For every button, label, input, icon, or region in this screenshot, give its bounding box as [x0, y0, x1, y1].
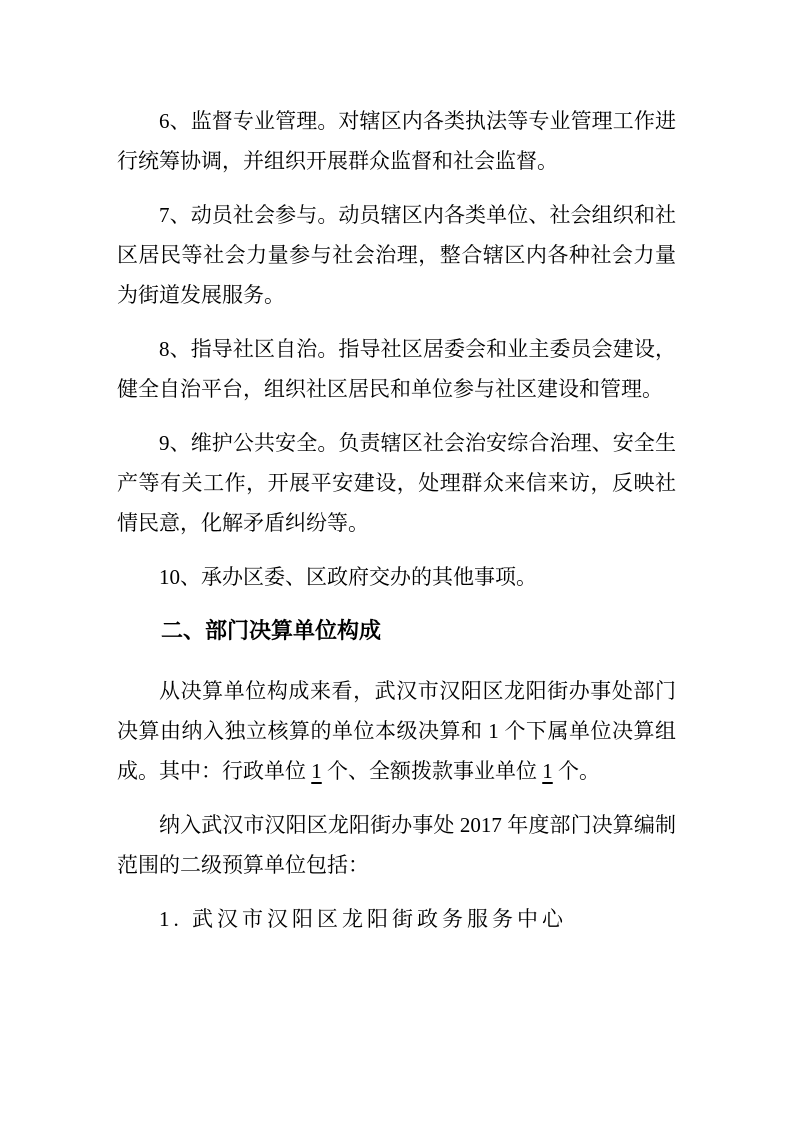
underlined-number: 1	[311, 759, 322, 783]
paragraph	[117, 671, 676, 791]
paragraph: 8、指导社区自治。指导社区居委会和业主委员会建设，健全自治平台，组织社区居民和单位参与社区建设和管理。	[117, 337, 676, 401]
section-heading: 二、部门决算单位构成	[161, 618, 382, 643]
paragraph: 纳入武汉市汉阳区龙阳街办事处 2017 年度部门决算编制范围的二级预算单位包括：	[117, 813, 676, 877]
paragraph: 9、维护公共安全。负责辖区社会治安综合治理、安全生产等有关工作，开展平安建设，处理群众来信来访，反映社情民意，化解矛盾纠纷等。	[117, 431, 676, 535]
paragraph: 6、监督专业管理。对辖区内各类执法等专业管理工作进行统筹协调，并组织开展群众监督和社会监督。	[117, 109, 676, 173]
underlined-number: 1	[542, 759, 553, 783]
paragraph: 10、承办区委、区政府交办的其他事项。	[159, 565, 537, 589]
text-run: 从决算单位构成来看，武汉市汉阳区龙阳街办事处部门决算由纳入独立核算的单位本级决算和 1 个下属单位决算组成。其中：行政单位	[117, 679, 676, 783]
text-run: 个。	[552, 759, 600, 783]
list-item: 1. 武汉市汉阳区龙阳街政务服务中心	[159, 907, 567, 931]
text-run: 个、全额拨款事业单位	[321, 759, 543, 783]
document-content	[117, 101, 676, 939]
paragraph: 7、动员社会参与。动员辖区内各类单位、社会组织和社区居民等社会力量参与社会治理，整合辖区内各种社会力量为街道发展服务。	[117, 203, 676, 307]
